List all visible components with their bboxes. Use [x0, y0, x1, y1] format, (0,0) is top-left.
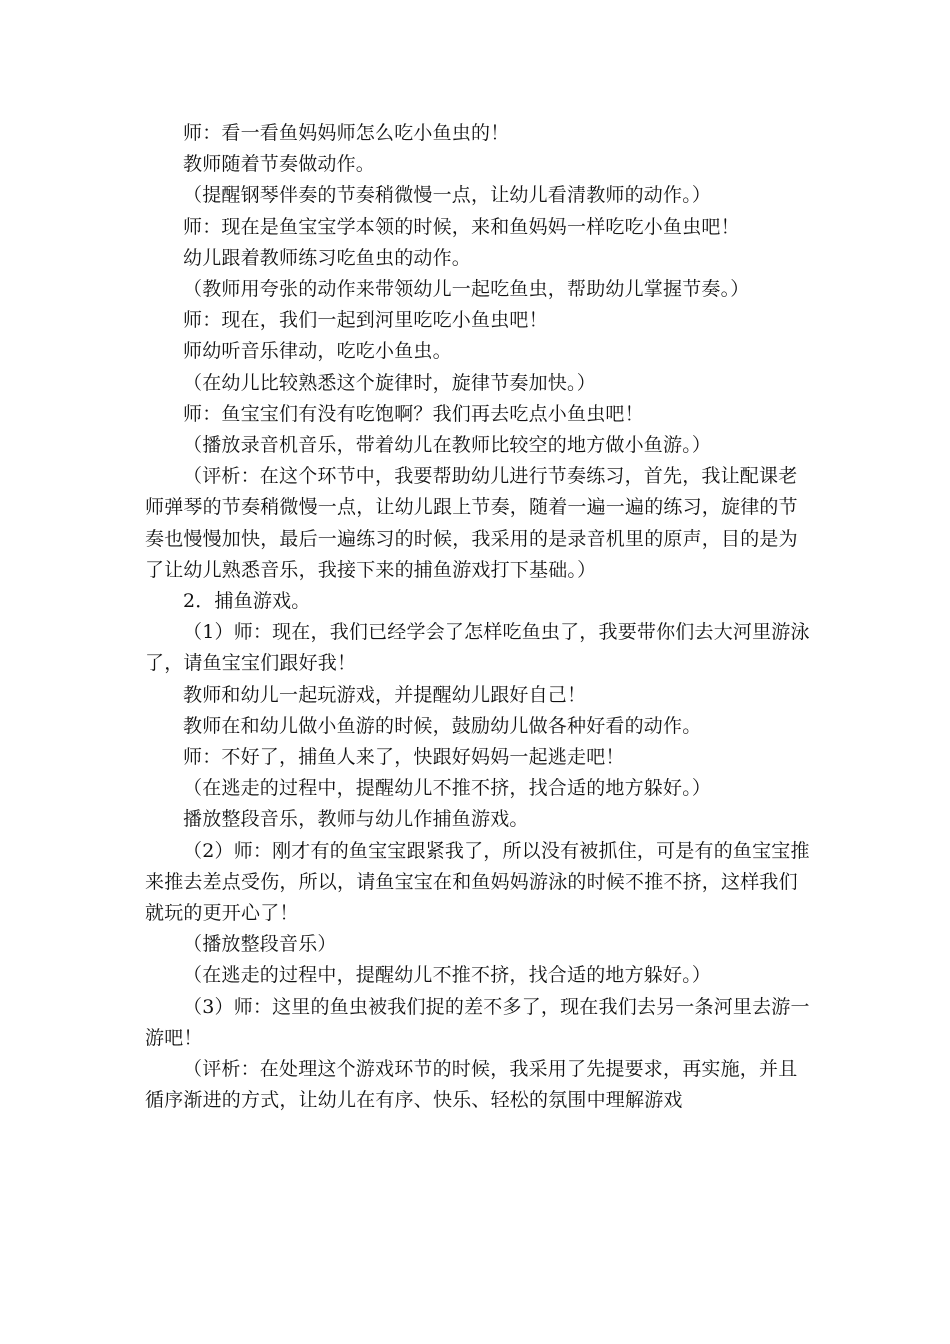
- paragraph: 师：不好了，捕鱼人来了，快跟好妈妈一起逃走吧！: [183, 746, 625, 769]
- paragraph: 播放整段音乐，教师与幼儿作捕鱼游戏。: [183, 808, 529, 831]
- paragraph: （播放整段音乐）: [183, 933, 337, 956]
- paragraph: 师：现在是鱼宝宝学本领的时候，来和鱼妈妈一样吃吃小鱼虫吧！: [183, 215, 740, 238]
- paragraph: （在幼儿比较熟悉这个旋律时，旋律节奏加快。）: [183, 371, 596, 394]
- paragraph: 幼儿跟着教师练习吃鱼虫的动作。: [183, 246, 472, 269]
- paragraph: 教师和幼儿一起玩游戏，并提醒幼儿跟好自己！: [183, 683, 587, 706]
- paragraph: （教师用夸张的动作来带领幼儿一起吃鱼虫，帮助幼儿掌握节奏。）: [183, 278, 750, 301]
- paragraph: （评析：在处理这个游戏环节的时候，我采用了先提要求，再实施，并且循序渐进的方式，让幼儿在有序、快乐、轻松的氛围中理解游戏: [145, 1058, 798, 1112]
- paragraph: （1）师：现在，我们已经学会了怎样吃鱼虫了，我要带你们去大河里游泳了，请鱼宝宝们跟好我！: [145, 621, 810, 675]
- paragraph: 师幼听音乐律动，吃吃小鱼虫。: [183, 340, 452, 363]
- paragraph: （在逃走的过程中，提醒幼儿不推不挤，找合适的地方躲好。）: [183, 777, 712, 800]
- paragraph: （提醒钢琴伴奏的节奏稍微慢一点，让幼儿看清教师的动作。）: [183, 184, 712, 207]
- paragraph: 师：现在，我们一起到河里吃吃小鱼虫吧！: [183, 309, 548, 332]
- paragraph: 教师随着节奏做动作。: [183, 153, 376, 176]
- paragraph: （2）师：刚才有的鱼宝宝跟紧我了，所以没有被抓住，可是有的鱼宝宝推来推去差点受伤，所以，请鱼宝宝在和鱼妈妈游泳的时候不推不挤，这样我们就玩的更开心了！: [145, 839, 810, 925]
- paragraph: （播放录音机音乐，带着幼儿在教师比较空的地方做小鱼游。）: [183, 434, 712, 457]
- document-body: [145, 118, 810, 1117]
- section-heading: 2．捕鱼游戏。: [183, 590, 311, 613]
- paragraph: 师：看一看鱼妈妈师怎么吃小鱼虫的！: [183, 122, 510, 144]
- paragraph: 师：鱼宝宝们有没有吃饱啊？我们再去吃点小鱼虫吧！: [183, 402, 644, 425]
- paragraph: （在逃走的过程中，提醒幼儿不推不挤，找合适的地方躲好。）: [183, 964, 712, 987]
- paragraph: 教师在和幼儿做小鱼游的时候，鼓励幼儿做各种好看的动作。: [183, 714, 702, 737]
- paragraph: （3）师：这里的鱼虫被我们捉的差不多了，现在我们去另一条河里去游一游吧！: [145, 995, 810, 1049]
- paragraph: （评析：在这个环节中，我要帮助幼儿进行节奏练习，首先，我让配课老师弹琴的节奏稍微慢一点，让幼儿跟上节奏，随着一遍一遍的练习，旋律的节奏也慢慢加快，最后一遍练习的时候，我采用的是录音机里的原声，目的是为了让幼儿熟悉音乐，我接下来的捕鱼游戏打下基础。）: [145, 465, 798, 581]
